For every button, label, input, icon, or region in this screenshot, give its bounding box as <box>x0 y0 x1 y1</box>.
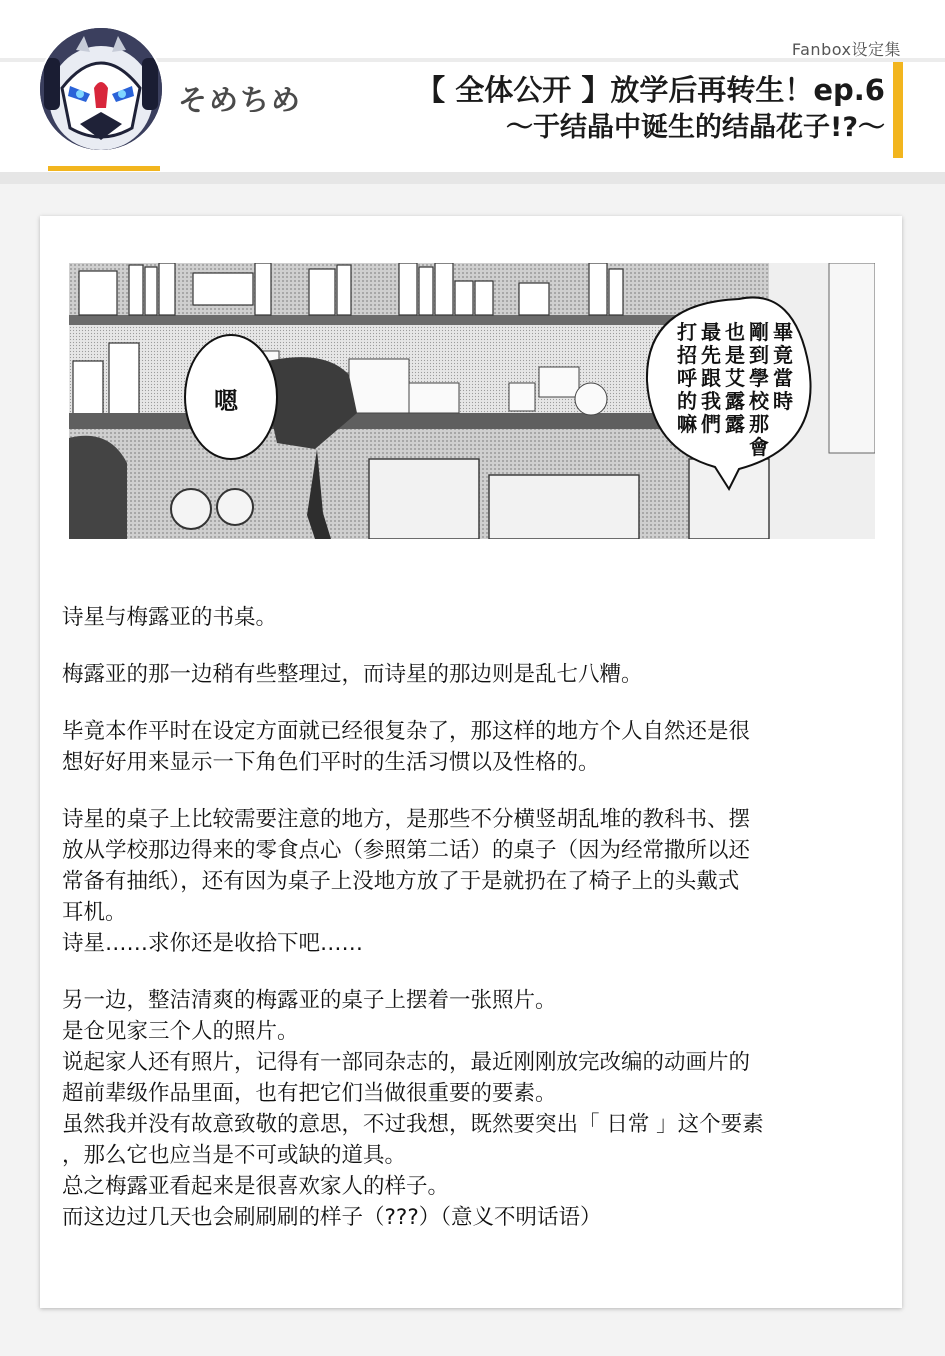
title-accent-bar <box>893 62 903 158</box>
paragraph-4-line-5: 诗星……求你还是收拾下吧…… <box>62 931 364 956</box>
paragraph-3-line-1: 毕竟本作平时在设定方面就已经很复杂了，那这样的地方个人自然还是很 <box>62 719 751 744</box>
article-body <box>62 602 892 1233</box>
paragraph-2-line-1: 梅露亚的那一边稍有些整理过，而诗星的那边则是乱七八糟。 <box>62 662 643 687</box>
paragraph-1-line-1: 诗星与梅露亚的书桌。 <box>62 605 278 630</box>
paragraph-5-line-1: 另一边，整洁清爽的梅露亚的桌子上摆着一张照片。 <box>62 988 557 1013</box>
speech-bubble-right-col5: 打 招 呼 的 嘛 <box>677 320 697 436</box>
speech-bubble-right-col1: 畢 竟 當 時 <box>773 320 793 413</box>
brand-label: Fanbox设定集 <box>791 40 901 59</box>
avatar-underline <box>48 166 160 171</box>
speech-bubble-right-col4: 最 先 跟 我 們 <box>701 320 721 436</box>
paragraph-5-line-4: 超前辈级作品里面，也有把它们当做很重要的要素。 <box>62 1081 557 1106</box>
paragraph-5-line-2: 是仓见家三个人的照片。 <box>62 1019 299 1044</box>
paragraph-5-line-7: 总之梅露亚看起来是很喜欢家人的样子。 <box>62 1174 450 1199</box>
paragraph-3-line-2: 想好好用来显示一下角色们平时的生活习惯以及性格的。 <box>62 750 600 775</box>
post-title-line2: ～于结晶中诞生的结晶花子!?～ <box>506 112 885 143</box>
paragraph-5-line-6: ，那么它也应当是不可或缺的道具。 <box>62 1143 407 1168</box>
content-card <box>40 216 902 1308</box>
paragraph-4-line-4: 耳机。 <box>62 900 127 925</box>
paragraph-4-line-1: 诗星的桌子上比较需要注意的地方，是那些不分横竖胡乱堆的教科书、摆 <box>62 807 751 832</box>
manga-panel <box>69 263 875 539</box>
speech-bubble-left: 嗯 <box>214 386 238 415</box>
post-title <box>416 72 885 146</box>
paragraph-5-line-5: 虽然我并没有故意致敬的意思，不过我想，既然要突出「 日常 」这个要素 <box>62 1112 764 1137</box>
author-avatar <box>40 28 162 150</box>
post-title-line1: 【 全体公开 】放学后再转生！ep.6 <box>416 73 885 107</box>
speech-bubble-right-col2: 剛 到 學 校 那 會 <box>749 320 769 459</box>
speech-bubble-right-col3: 也 是 艾 露 露 <box>725 320 745 436</box>
author-name: そめちめ <box>178 83 303 117</box>
paragraph-4-line-3: 常备有抽纸），还有因为桌子上没地方放了于是就扔在了椅子上的头戴式 <box>62 869 740 894</box>
paragraph-5-line-8: 而这边过几天也会刷刷刷的样子（???）（意义不明话语） <box>62 1205 602 1230</box>
header-bottom-divider <box>0 172 945 184</box>
page-header <box>0 0 945 182</box>
paragraph-4-line-2: 放从学校那边得来的零食点心（参照第二话）的桌子（因为经常撒所以还 <box>62 838 751 863</box>
paragraph-5-line-3: 说起家人还有照片，记得有一部同杂志的，最近刚刚放完改编的动画片的 <box>62 1050 751 1075</box>
